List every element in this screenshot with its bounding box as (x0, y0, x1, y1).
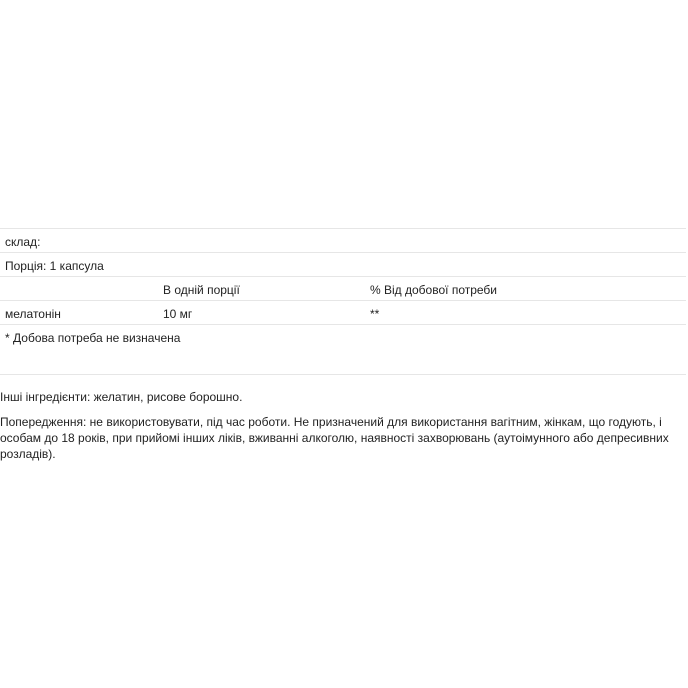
serving-size: Порція: 1 капсула (5, 259, 104, 273)
column-daily-value: % Від добової потреби (370, 283, 498, 297)
column-header-row (0, 277, 686, 301)
serving-row (0, 253, 686, 277)
ingredient-amount: 10 мг (163, 307, 193, 321)
composition-label: склад: (5, 235, 41, 249)
footnote-row (0, 325, 686, 375)
other-ingredients: Інші інгредієнти: желатин, рисове борошно. (0, 390, 243, 404)
ingredient-name: мелатонін (5, 307, 61, 321)
ingredient-daily-value: ** (370, 307, 380, 321)
table-header-row (0, 229, 686, 253)
table-row (0, 301, 686, 325)
warning-text: Попередження: не використовувати, під час роботи. Не призначений для використання вагітним, жінкам, що годують, і особам до 18 років, при прийомі інших ліків, вживанні алкоголю, наявності захворювань (аутоімунного або депресивних розладів). (0, 415, 669, 461)
footnote: * Добова потреба не визначена (5, 331, 181, 345)
supplement-facts-table (0, 228, 686, 375)
column-per-serving: В одній порції (163, 283, 240, 297)
